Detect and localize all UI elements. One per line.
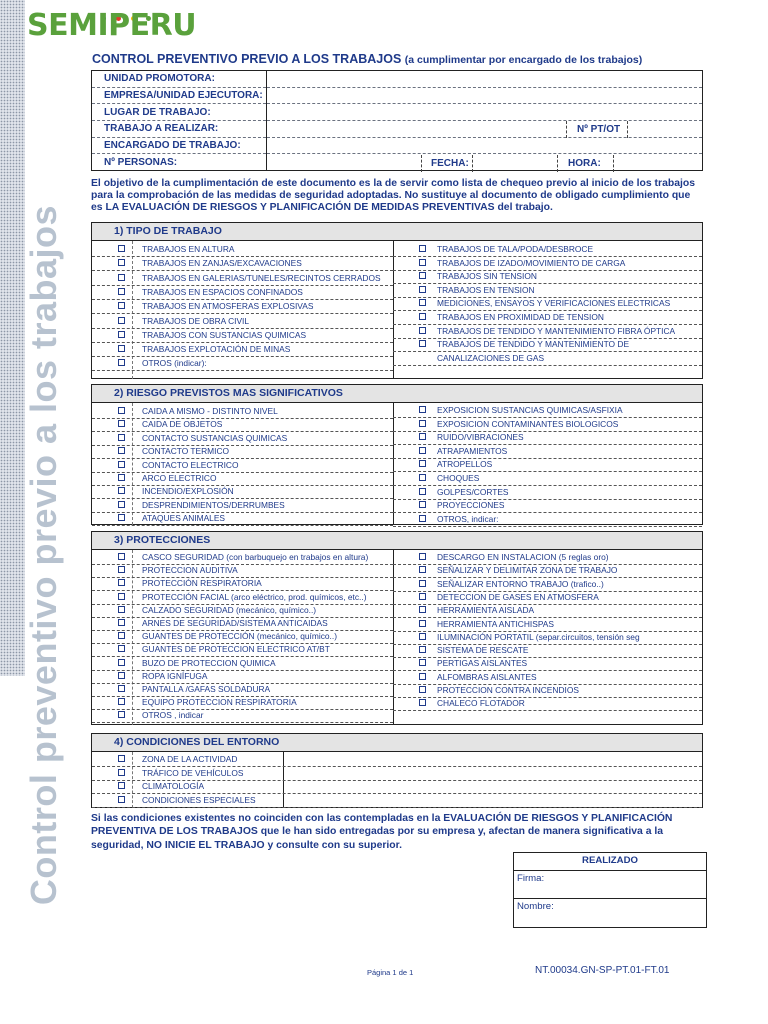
checklist-label: CONTACTO ELECTRICO xyxy=(142,459,239,470)
row-divider xyxy=(92,370,393,371)
row-divider xyxy=(92,807,702,808)
label-personas: Nº PERSONAS: xyxy=(92,154,267,171)
checklist-label: TRABAJOS EN PROXIMIDAD DE TENSION xyxy=(437,312,604,322)
closing-text: Si las condiciones existentes no coinciden con las contempladas en la EVALUACIÓN DE RIESGOS Y PLANIFICACIÓN PREVENTIVA DE LOS TRABAJOS que le han sido entregadas por su empresa y, afectan de manera significativa a la seguridad, NO INICIE EL TRABAJO y consulte con su superior. xyxy=(91,813,673,851)
checklist-label: DESCARGO EN INSTALACION (5 reglas oro) xyxy=(437,552,609,562)
section-title: 4) CONDICIONES DEL ENTORNO xyxy=(92,734,702,752)
checkbox[interactable] xyxy=(419,633,426,640)
checklist-label: CALZADO SEGURIDAD (mecánico, químico..) xyxy=(142,604,317,615)
sep-fecha xyxy=(421,155,422,172)
checklist-label: EQUIPO PROTECCION RESPIRATORIA xyxy=(142,697,297,708)
label-trabajo: TRABAJO A REALIZAR: xyxy=(92,121,267,138)
checklist-label: OTROS, indicar: xyxy=(437,513,499,524)
checklist-label: PROTECCION AUDITIVA xyxy=(142,565,238,576)
checklist-label: ARCO ELECTRICO xyxy=(142,473,217,483)
checklist-label: TRABAJOS EN ATMOSFERAS EXPLOSIVAS xyxy=(142,301,314,312)
checkbox[interactable] xyxy=(118,461,125,468)
checkbox[interactable] xyxy=(118,672,125,679)
label-encargado: ENCARGADO DE TRABAJO: xyxy=(92,137,267,154)
row-divider xyxy=(92,670,393,671)
section-riesgos xyxy=(91,384,703,525)
checklist-label: PERTIGAS AISLANTES xyxy=(437,658,528,669)
checkbox[interactable] xyxy=(118,796,125,803)
firma-field[interactable] xyxy=(514,871,706,899)
checklist-label: EXPOSICION CONTAMINANTES BIOLOGICOS xyxy=(437,418,619,429)
checklist-label: TRABAJOS EN ESPACIOS CONFINADOS xyxy=(142,286,303,297)
sep-pt xyxy=(566,121,567,138)
row-divider xyxy=(92,328,393,329)
checkbox[interactable] xyxy=(118,331,125,338)
checklist-label: ATAQUES ANIMALES xyxy=(142,513,225,524)
checklist-label: OTROS (indicar): xyxy=(142,358,207,369)
checklist-label: SISTEMA DE RESCATE xyxy=(437,645,529,656)
checkbox[interactable] xyxy=(118,447,125,454)
section-title: 3) PROTECCIONES xyxy=(92,532,702,550)
checklist-label: PROTECCIÓN RESPIRATORIA xyxy=(142,578,262,589)
checklist-label: ALFOMBRAS AISLANTES xyxy=(437,671,537,682)
checkbox[interactable] xyxy=(419,620,426,627)
row-divider xyxy=(393,365,702,366)
checkbox[interactable] xyxy=(118,606,125,613)
checkbox[interactable] xyxy=(419,313,426,320)
checkbox[interactable] xyxy=(419,646,426,653)
checkbox[interactable] xyxy=(419,433,426,440)
checklist-label: GUANTES DE PROTECCIÓN (mecánico, químico..) xyxy=(142,631,337,642)
form-title-text: CONTROL PREVENTIVO PREVIO A LOS TRABAJOS xyxy=(92,52,402,66)
document-code: NT.00034.GN-SP-PT.01-FT.01 xyxy=(535,965,670,976)
row-divider xyxy=(92,485,393,486)
checklist-label: CONTACTO TERMICO xyxy=(142,446,230,457)
checkbox[interactable] xyxy=(419,272,426,279)
label-lugar: LUGAR DE TRABAJO: xyxy=(92,104,267,121)
checkbox[interactable] xyxy=(118,302,125,309)
checkbox[interactable] xyxy=(419,593,426,600)
row-divider xyxy=(92,472,393,473)
checklist-label: TRABAJOS DE OBRA CIVIL xyxy=(142,315,250,326)
checkbox[interactable] xyxy=(419,566,426,573)
checkbox[interactable] xyxy=(419,699,426,706)
semiperu-logo xyxy=(27,6,197,46)
checklist-label: CAIDA A MISMO - DISTINTO NIVEL xyxy=(142,406,278,416)
checkbox[interactable] xyxy=(118,245,125,252)
checkbox[interactable] xyxy=(118,474,125,481)
checkbox[interactable] xyxy=(118,274,125,281)
checkbox[interactable] xyxy=(419,606,426,613)
checkbox[interactable] xyxy=(118,619,125,626)
checkbox[interactable] xyxy=(419,447,426,454)
checklist-label: HERRAMIENTA AISLADA xyxy=(437,605,535,616)
checklist-label: TRABAJOS SIN TENSION xyxy=(437,271,537,282)
checklist-label: PROTECCIÓN FACIAL (arco eléctrico, prod. químicos, etc..) xyxy=(142,591,367,602)
field-empresa[interactable] xyxy=(267,87,703,104)
section-title: 2) RIESGO PREVISTOS MAS SIGNIFICATIVOS xyxy=(92,385,702,403)
intro-text: El objetivo de la cumplimentación de este documento es la de servir como lista de chequeo previo al inicio de los trabajos para la comprobación de las medidas de seguridad adoptadas. No sustituye al documento de obligado cumplimiento que es LA EVALUACIÓN DE RIESGOS Y PLANIFICACIÓN DE MEDIDAS PREVENTIVAS del trabajo. xyxy=(91,178,695,214)
nombre-field[interactable] xyxy=(514,899,706,914)
checkbox[interactable] xyxy=(419,659,426,666)
checkbox[interactable] xyxy=(118,514,125,521)
sep-fecha2 xyxy=(472,155,473,172)
checklist-label: OTROS , indicar xyxy=(142,710,204,721)
checkbox[interactable] xyxy=(419,488,426,495)
row-divider xyxy=(92,418,393,419)
checkbox[interactable] xyxy=(118,579,125,586)
sep-hora2 xyxy=(613,155,614,172)
section-entorno xyxy=(91,733,703,808)
checklist-label: EXPOSICION SUSTANCIAS QUIMICAS/ASFIXIA xyxy=(437,405,623,415)
checkbox[interactable] xyxy=(118,698,125,705)
row-divider xyxy=(92,313,393,314)
label-unidad-promotora: UNIDAD PROMOTORA: xyxy=(92,71,267,88)
checkbox[interactable] xyxy=(419,340,426,347)
checklist-label: INCENDIO/EXPLOSIÓN xyxy=(142,486,234,497)
signature-title: REALIZADO xyxy=(514,853,706,871)
checklist-label: TRABAJOS EN TENSION xyxy=(437,284,535,295)
checklist-label: ATRAPAMIENTOS xyxy=(437,445,508,456)
checkbox[interactable] xyxy=(118,769,125,776)
checklist-label: GOLPES/CORTES xyxy=(437,486,509,497)
checkbox[interactable] xyxy=(419,406,426,413)
row-divider xyxy=(92,564,393,565)
checklist-label: BUZO DE PROTECCION QUIMICA xyxy=(142,657,276,668)
row-divider xyxy=(92,285,393,286)
checklist-label: PROYECCIONES xyxy=(437,500,505,511)
label-pt-ot: Nº PT/OT xyxy=(577,124,621,135)
checkbox[interactable] xyxy=(419,460,426,467)
checkbox[interactable] xyxy=(118,566,125,573)
checklist-label: CHALECO FLOTADOR xyxy=(437,698,525,709)
checkbox[interactable] xyxy=(419,515,426,522)
info-table xyxy=(91,70,703,171)
sep-pt2 xyxy=(627,121,628,138)
label-empresa: EMPRESA/UNIDAD EJECUTORA: xyxy=(92,87,267,104)
field-encargado[interactable] xyxy=(267,137,703,154)
section-tipo-trabajo xyxy=(91,222,703,379)
checkbox[interactable] xyxy=(419,286,426,293)
checklist-label: HERRAMIENTA ANTICHISPAS xyxy=(437,618,554,629)
firma-label: Firma: xyxy=(517,873,545,884)
checkbox[interactable] xyxy=(419,299,426,306)
checklist-label: ARNES DE SEGURIDAD/SISTEMA ANTICAIDAS xyxy=(142,618,328,628)
checklist-label: CAIDA DE OBJETOS xyxy=(142,419,223,430)
checkbox[interactable] xyxy=(118,317,125,324)
row-divider xyxy=(393,710,702,711)
checklist-label: SEÑALIZAR ENTORNO TRABAJO (trafico..) xyxy=(437,578,604,589)
checkbox[interactable] xyxy=(419,501,426,508)
field-trabajo[interactable] xyxy=(267,121,703,138)
checklist-label: TRABAJOS EXPLOTACIÓN DE MINAS xyxy=(142,344,291,355)
checkbox[interactable] xyxy=(118,593,125,600)
checklist-label: ROPA IGNÍFUGA xyxy=(142,670,208,681)
row-divider xyxy=(92,722,393,723)
checkbox[interactable] xyxy=(419,259,426,266)
checklist-label: SEÑALIZAR Y DELIMITAR ZONA DE TRABAJO xyxy=(437,565,618,576)
checklist-label: TRABAJOS EN GALERIAS/TUNELES/RECINTOS CERRADOS xyxy=(142,272,381,283)
checkbox[interactable] xyxy=(118,755,125,762)
row-divider xyxy=(92,342,393,343)
section-title: 1) TIPO DE TRABAJO xyxy=(92,223,702,241)
checkbox[interactable] xyxy=(118,259,125,266)
checklist-label: DESPRENDIMIENTOS/DERRUMBES xyxy=(142,499,285,510)
checkbox[interactable] xyxy=(419,673,426,680)
checkbox[interactable] xyxy=(118,407,125,414)
field-personas[interactable] xyxy=(267,154,703,171)
nombre-label: Nombre: xyxy=(517,901,554,912)
row-divider xyxy=(92,299,393,300)
checklist-label: MEDICIONES, ENSAYOS Y VERIFICACIONES ELECTRICAS xyxy=(437,298,671,309)
checkbox[interactable] xyxy=(118,501,125,508)
checklist-label: GUANTES DE PROTECCION ELECTRICO AT/BT xyxy=(142,644,330,655)
checkbox[interactable] xyxy=(118,553,125,560)
label-hora: HORA: xyxy=(568,158,601,169)
checklist-label: PANTALLA /GAFAS SOLDADURA xyxy=(142,684,271,694)
form-title xyxy=(92,52,642,66)
checklist-label: TRÁFICO DE VEHÍCULOS xyxy=(142,767,244,778)
page-number: Página 1 de 1 xyxy=(367,968,414,977)
checklist-label: TRABAJOS EN ALTURA xyxy=(142,244,235,254)
checkbox[interactable] xyxy=(118,288,125,295)
row-divider xyxy=(92,458,393,459)
checklist-label: TRABAJOS DE IZADO/MOVIMIENTO DE CARGA xyxy=(437,257,626,268)
checklist-label: CHOQUES xyxy=(437,473,480,483)
checkbox[interactable] xyxy=(118,659,125,666)
checklist-label: ATROPELLOS xyxy=(437,459,493,470)
row-divider xyxy=(92,256,393,257)
checkbox[interactable] xyxy=(419,686,426,693)
signature-box xyxy=(513,852,707,928)
checklist-label: ILUMINACIÓN PORTATIL (separ.circuitos, tensión seg xyxy=(437,631,640,642)
checkbox[interactable] xyxy=(118,345,125,352)
side-title-text: Control preventivo previo a los trabajos xyxy=(23,204,64,906)
row-divider xyxy=(92,445,393,446)
checklist-label: PROTECCION CONTRA INCENDIOS xyxy=(437,685,579,695)
checklist-label: TRABAJOS DE TALA/PODA/DESBROCE xyxy=(437,244,594,254)
checkbox[interactable] xyxy=(118,782,125,789)
checklist-label: CASCO SEGURIDAD (con barbuquejo en trabajos en altura) xyxy=(142,552,369,562)
row-divider xyxy=(393,526,702,527)
logo-text: SEMIPERU xyxy=(27,8,197,43)
checklist-label: TRABAJOS EN ZANJAS/EXCAVACIONES xyxy=(142,258,302,269)
row-divider xyxy=(92,512,393,513)
checkbox[interactable] xyxy=(419,553,426,560)
checkbox[interactable] xyxy=(419,580,426,587)
checkbox[interactable] xyxy=(118,434,125,441)
checklist-label: RUIDO/VIBRACIONES xyxy=(437,432,524,443)
checklist-label: CONDICIONES ESPECIALES xyxy=(142,794,256,805)
checklist-label: CLIMATOLOGÍA xyxy=(142,781,205,791)
checklist-label: TRABAJOS DE TENDIDO Y MANTENIMIENTO DE xyxy=(437,339,630,350)
form-subtitle: (a cumplimentar por encargado de los trabajos) xyxy=(404,54,643,66)
checklist-label: CANALIZACIONES DE GAS xyxy=(437,352,545,363)
row-divider xyxy=(92,709,393,710)
checkbox[interactable] xyxy=(118,632,125,639)
row-divider xyxy=(92,270,393,271)
row-divider xyxy=(92,525,393,526)
checkbox[interactable] xyxy=(419,327,426,334)
row-divider xyxy=(92,356,393,357)
checkbox[interactable] xyxy=(419,474,426,481)
field-lugar[interactable] xyxy=(267,104,703,121)
checkbox[interactable] xyxy=(118,711,125,718)
label-fecha: FECHA: xyxy=(431,158,469,169)
section-protecciones xyxy=(91,531,703,725)
side-title xyxy=(0,204,88,906)
checklist-label: CONTACTO SUSTANCIAS QUIMICAS xyxy=(142,432,288,443)
checklist-label: TRABAJOS DE TENDIDO Y MANTENIMIENTO FIBRA ÓPTICA xyxy=(437,325,676,336)
checkbox[interactable] xyxy=(118,420,125,427)
checkbox[interactable] xyxy=(118,359,125,366)
checklist-label: TRABAJOS CON SUSTANCIAS QUIMICAS xyxy=(142,329,307,340)
checklist-label: DETECCION DE GASES EN ATMOSFERA xyxy=(437,591,599,602)
checkbox[interactable] xyxy=(118,487,125,494)
field-unidad-promotora[interactable] xyxy=(267,71,703,88)
checkbox[interactable] xyxy=(419,420,426,427)
checkbox[interactable] xyxy=(118,645,125,652)
checklist-label: ZONA DE LA ACTIVIDAD xyxy=(142,754,238,764)
checkbox[interactable] xyxy=(118,685,125,692)
sep-hora xyxy=(557,155,558,172)
checkbox[interactable] xyxy=(419,245,426,252)
